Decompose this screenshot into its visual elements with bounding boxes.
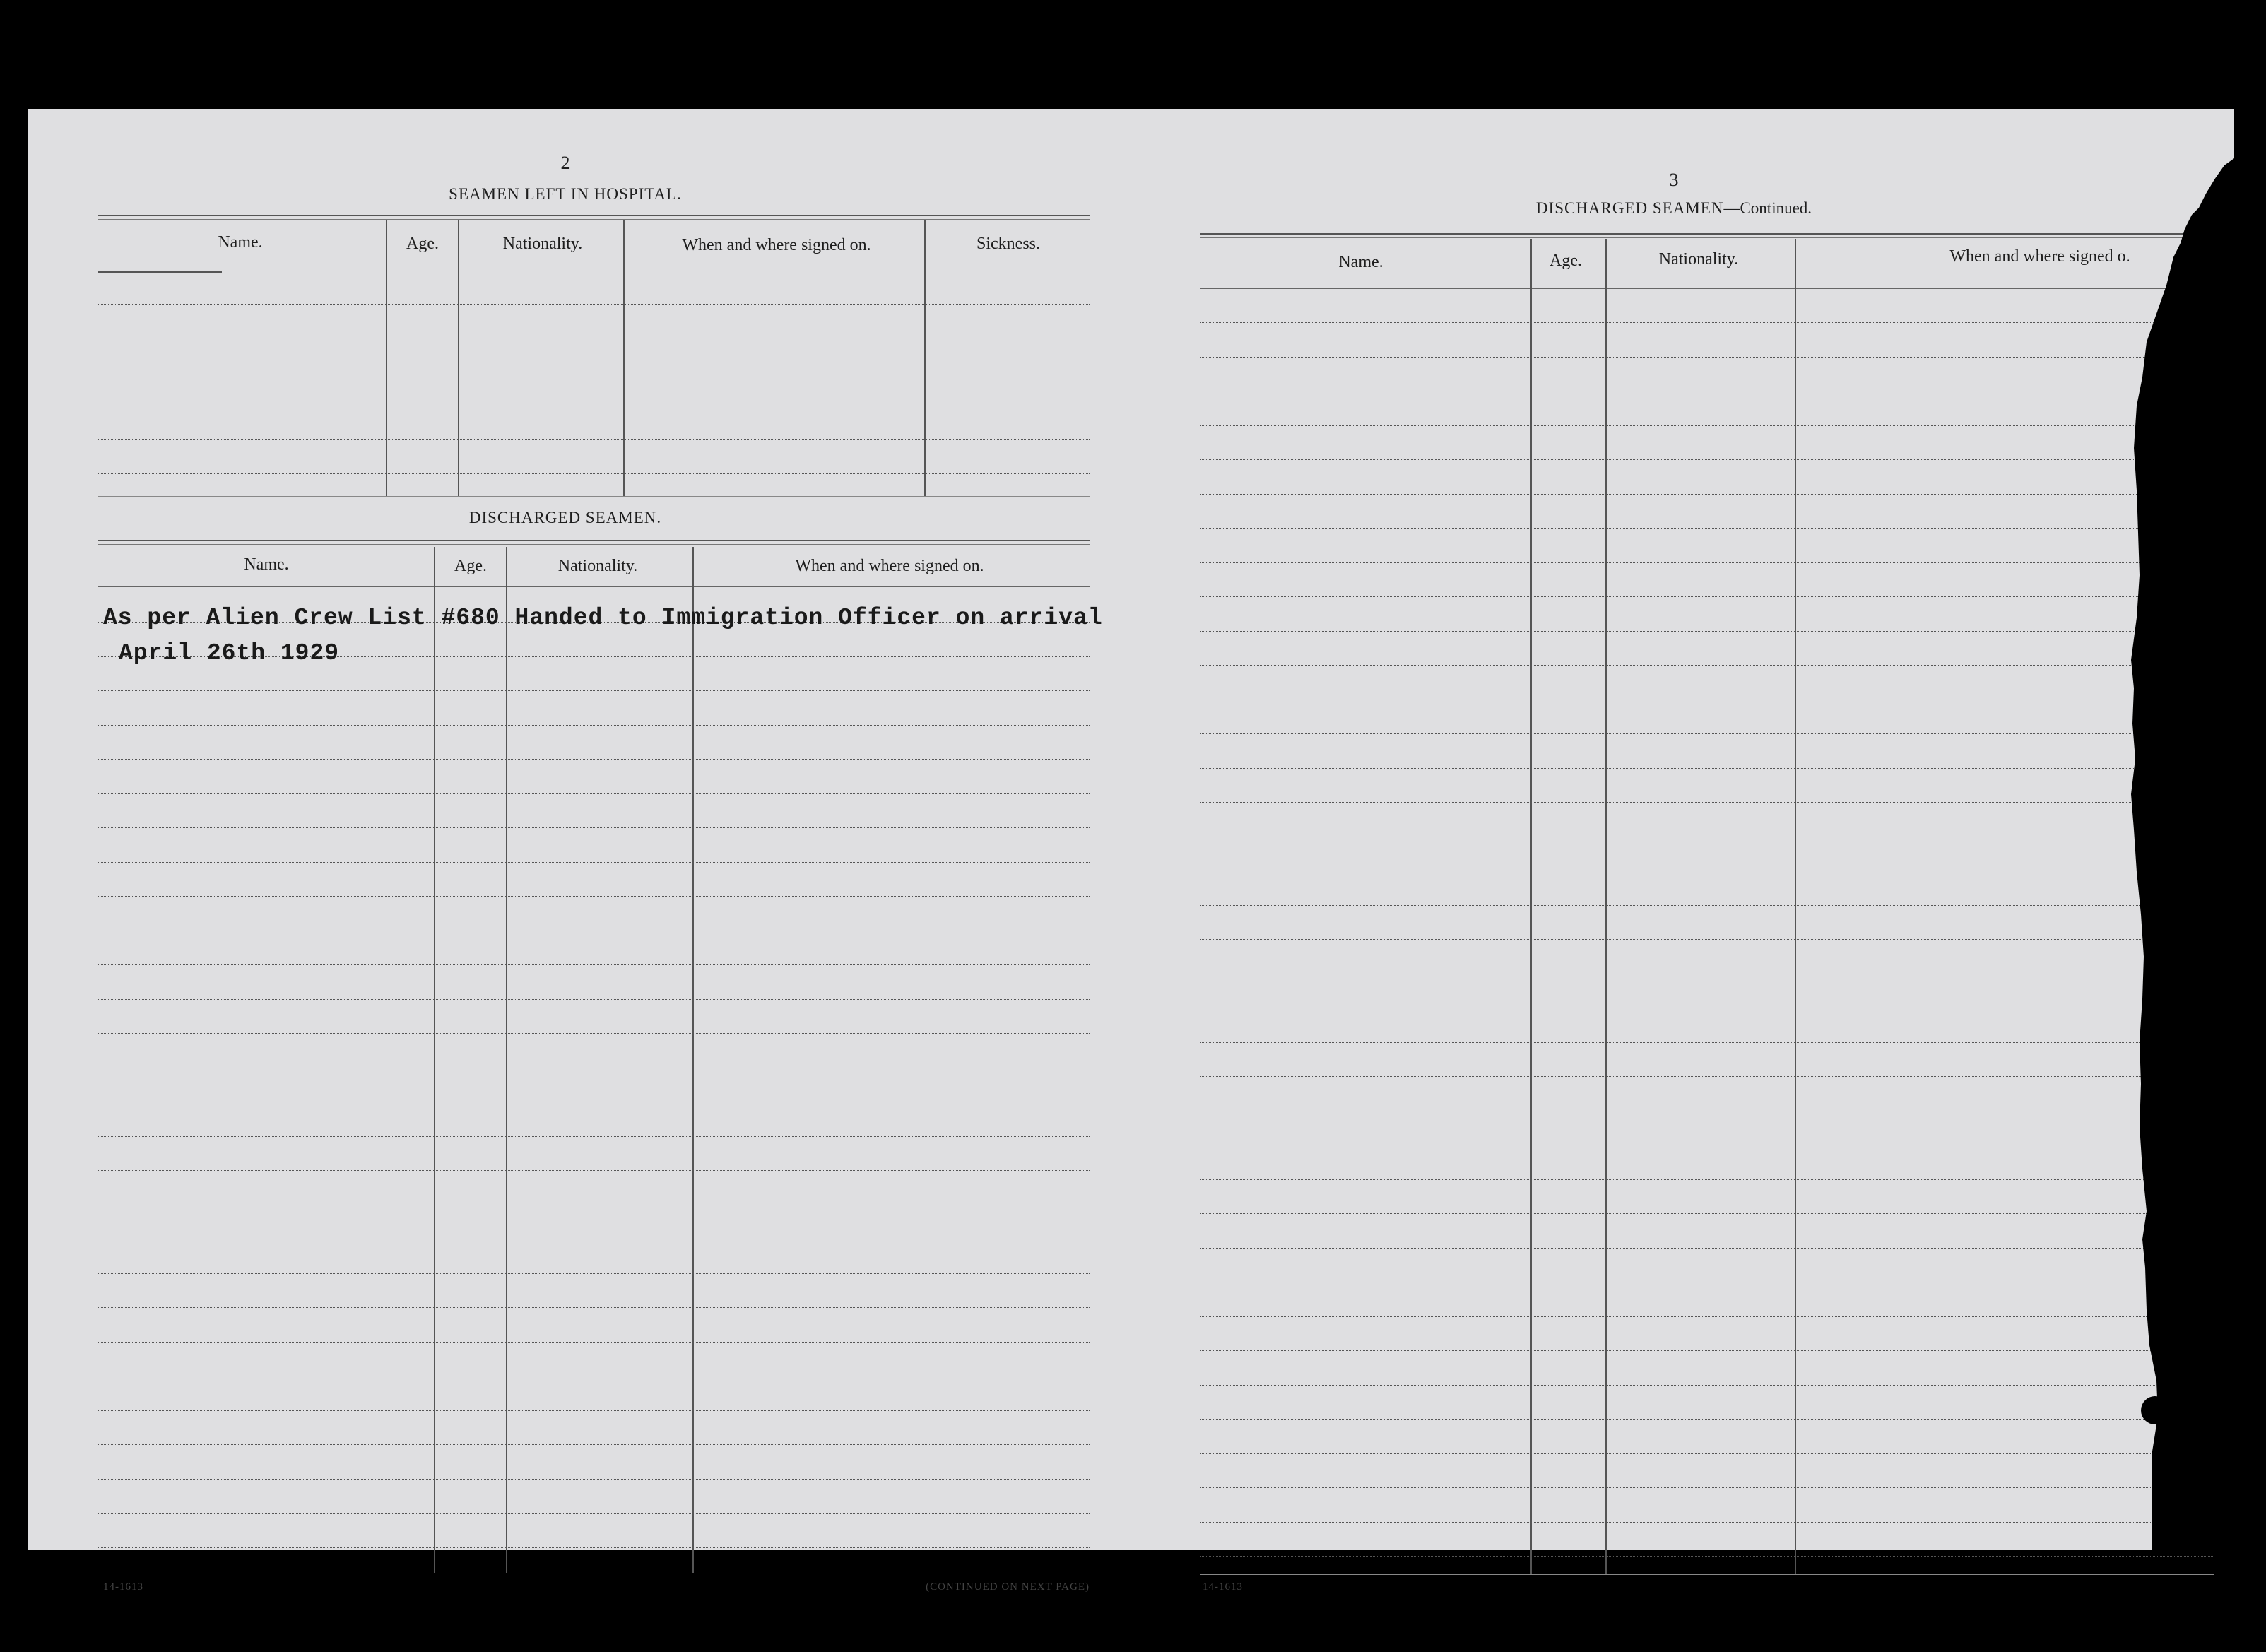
form-number: 14-1613 <box>103 1581 143 1593</box>
ruled-row-line <box>1200 494 2214 495</box>
discharged-col-age: Age. <box>454 557 487 575</box>
continued-note: (CONTINUED ON NEXT PAGE) <box>926 1581 1090 1593</box>
ruled-row-line <box>1200 357 2214 358</box>
ruled-row-line <box>98 1033 1090 1034</box>
ruled-row-line <box>98 1513 1090 1514</box>
ruled-row-line <box>98 1342 1090 1343</box>
hospital-col-nationality: Nationality. <box>502 235 583 253</box>
ruled-row-line <box>98 999 1090 1000</box>
ruled-row-line <box>98 439 1090 440</box>
ruled-row-line <box>98 964 1090 965</box>
ruled-row-line <box>98 304 1090 305</box>
ruled-row-line <box>98 896 1090 897</box>
ruled-row-line <box>98 473 1090 474</box>
ruled-row-line <box>1200 528 2214 529</box>
ruled-row-line <box>98 1136 1090 1137</box>
ruled-row-line <box>1200 631 2214 632</box>
ruled-row-line <box>98 1479 1090 1480</box>
right-section-title <box>1471 199 1877 218</box>
ruled-row-line <box>1200 1522 2214 1523</box>
hospital-section-title: SEAMEN LEFT IN HOSPITAL. <box>449 185 682 203</box>
form-number: 14-1613 <box>1203 1581 1243 1593</box>
ruled-row-line <box>98 862 1090 863</box>
hospital-col-age: Age. <box>406 235 439 253</box>
typed-entry-line2: April 26th 1929 <box>119 640 340 666</box>
right-col-age: Age. <box>1550 252 1582 270</box>
ruled-row-line <box>98 1273 1090 1274</box>
ruled-row-line <box>98 725 1090 726</box>
ruled-row-line <box>1200 1453 2214 1454</box>
ruled-row-line <box>1200 768 2214 769</box>
typed-entry-line1: As per Alien Crew List #680 Handed to Immigration Officer on arrival <box>103 605 1103 631</box>
ruled-row-line <box>98 759 1090 760</box>
right-title-suffix: —Continued. <box>1723 199 1812 217</box>
left-page <box>28 109 1132 1593</box>
hospital-col-name: Name. <box>218 233 263 252</box>
ruled-row-line <box>1200 1556 2214 1557</box>
right-col-signed-on: When and where signed o. <box>1949 247 2130 266</box>
ruled-row-line <box>1200 1213 2214 1214</box>
ruled-row-line <box>1200 1179 2214 1180</box>
ruled-row-line <box>98 1170 1090 1171</box>
torn-page-edge <box>2093 109 2234 1550</box>
discharged-col-nationality: Nationality. <box>557 557 638 575</box>
ruled-row-line <box>1200 939 2214 940</box>
discharged-section-title: DISCHARGED SEAMEN. <box>468 509 662 526</box>
ruled-row-line <box>98 1444 1090 1445</box>
ruled-row-line <box>1200 733 2214 734</box>
ruled-row-line <box>1200 562 2214 563</box>
ruled-row-line <box>98 1410 1090 1411</box>
ruled-row-line <box>1200 1076 2214 1077</box>
right-col-name: Name. <box>1338 253 1383 271</box>
ruled-row-line <box>1200 1487 2214 1488</box>
right-col-nationality: Nationality. <box>1658 250 1739 269</box>
page-number: 2 <box>560 153 570 173</box>
ruled-row-line <box>1200 665 2214 666</box>
ruled-row-line <box>1200 1350 2214 1351</box>
discharged-col-signed-on: When and where signed on. <box>795 557 984 575</box>
ruled-row-line <box>1200 1042 2214 1043</box>
ruled-row-line <box>1200 1385 2214 1386</box>
ruled-row-line <box>98 793 1090 794</box>
hospital-col-signed-on: When and where signed on. <box>682 236 871 254</box>
ruled-row-line <box>1200 322 2214 323</box>
hospital-col-sickness: Sickness. <box>976 235 1040 253</box>
page-number: 3 <box>1669 170 1679 190</box>
ruled-row-line <box>98 690 1090 691</box>
right-title-main: DISCHARGED SEAMEN <box>1535 199 1724 217</box>
ruled-row-line <box>98 1307 1090 1308</box>
ruled-row-line <box>1200 1419 2214 1420</box>
ruled-row-line <box>1200 905 2214 906</box>
right-page <box>1132 109 2234 1593</box>
ruled-row-line <box>1200 1316 2214 1317</box>
ruled-row-line <box>1200 802 2214 803</box>
ruled-row-line <box>1200 425 2214 426</box>
discharged-col-name: Name. <box>244 555 289 574</box>
ruled-row-line <box>1200 596 2214 597</box>
ruled-row-line <box>98 1547 1090 1548</box>
ruled-row-line <box>1200 459 2214 460</box>
ruled-row-line <box>1200 1248 2214 1249</box>
ruled-row-line <box>98 827 1090 828</box>
